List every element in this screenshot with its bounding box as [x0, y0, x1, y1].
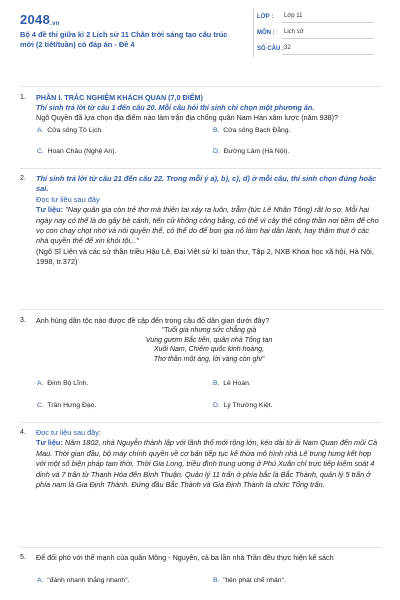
- option-b[interactable]: B. "tiên phát chế nhân".: [213, 577, 286, 584]
- question-number: 2.: [20, 175, 26, 182]
- meta-label: LỚP :: [257, 14, 274, 20]
- option-a[interactable]: A. "đánh nhanh thắng nhanh".: [37, 577, 130, 584]
- source-intro: Đọc tư liệu sau đây: [36, 194, 100, 204]
- option-a[interactable]: A. Cửa sông Tô Lịch.: [37, 127, 104, 134]
- question-number: 5.: [20, 554, 26, 561]
- source-citation: (Ngô Sĩ Liên và các sử thần triều Hậu Lê, Đại Việt sử kí toàn thư, Tập 2, NXB Khoa học xã hội, Hà Nội, 1998, tr.372): [36, 246, 374, 267]
- option-b[interactable]: B. Lê Hoàn.: [213, 380, 251, 387]
- option-c[interactable]: C. Hoan Châu (Nghệ An).: [37, 148, 117, 155]
- source-intro: Đọc tư liệu sau đây:: [36, 428, 101, 437]
- question-text: Ngô Quyền đã lựa chọn địa điểm nào làm trận địa chống quân Nam Hán xâm lược (năm 938)?: [36, 113, 338, 122]
- source-quote: Tư liệu: Năm 1802, nhà Nguyễn thành lập với lãnh thổ mới rộng lớn, kéo dài từ ải Nam Quan đến mũi Cà Mau. Thời gian đầu, bộ máy chính quyền về cơ bản tiếp tục kế thừa mô hình nhà Lê trung hưng kết hợp với một số biện pháp tạm thời. Thời Gia Long, triều đình trung ương ở Phú Xuân chỉ trực tiếp kiểm soát 4 dinh và 7 trấn từ Thanh Hóa đến Bình Thuận. Quản lý 11 trấn ở phía bắc là Bắc Thành, quản lý 5 trấn ở phía nam là Gia Định Thành. Đứng đầu Bắc Thành và Gia Định Thành là chức Tổng trấn.: [36, 438, 378, 490]
- meta-label: MÔN :: [257, 30, 275, 36]
- meta-row-count: [254, 41, 376, 57]
- divider: [20, 168, 382, 169]
- section-instruction: Thí sinh trả lời từ câu 21 đến câu 22. Trong mỗi ý a), b), c), d) ở mỗi câu, thí sinh chọn đúng hoặc sai.: [36, 174, 377, 194]
- meta-label: SỐ CÂU :: [257, 46, 284, 52]
- folk-verse: "Tuổi già nhưng sức chẳng già Vung gươm Bắc tiến, quân nhà Tống tan Xuôi Nam, Chiêm quốc kinh hoàng, Thơ thần một áng, lời vàng còn ghi": [145, 327, 273, 363]
- question-text: Anh hùng dân tộc nào được đề cập đến trong câu đố dân gian dưới đây?: [36, 316, 270, 325]
- divider: [20, 86, 382, 87]
- question-text: Để đối phó với thế mạnh của quân Mông - Nguyên, cả ba lần nhà Trần đều thực hiện kế sách: [36, 553, 334, 562]
- option-c[interactable]: C. Trần Hưng Đạo.: [37, 402, 97, 409]
- meta-value: 32: [282, 45, 374, 55]
- section-heading: PHẦN I. TRẮC NGHIỆM KHÁCH QUAN (7,0 ĐIỂM): [36, 93, 203, 102]
- source-quote: Tư liệu: "Nay quân gia còn trẻ thơ mà thiên tai xảy ra luôn, trẫm (tức Lê Nhân Tông) rất lo sợ. Mỗi hại ngày nay có thể là do gây bè cánh, tiến cử không công bằng, có thể vì cây thế công thần nơi tiềm để cho vọ con chạy chọt nhờ và nói quyền thế, có thể do để bọn gia nô làm hại dân lành, hay thậm thụt ở các nhà quyền thế để xin khỏi tội,..": [36, 205, 379, 246]
- meta-table: [253, 9, 376, 57]
- section-instruction: Thí sinh trả lời từ câu 1 đến câu 20. Mỗi câu hỏi thí sinh chỉ chọn một phương án.: [36, 103, 315, 112]
- meta-value: Lịch sử: [282, 29, 374, 39]
- site-logo[interactable]: 2048.vn: [20, 12, 60, 27]
- divider: [20, 422, 382, 423]
- question-1: [20, 93, 382, 123]
- question-5: [20, 553, 382, 563]
- divider: [20, 547, 382, 548]
- option-d[interactable]: D. Đường Lâm (Hà Nội).: [213, 148, 290, 155]
- question-2: [20, 174, 382, 268]
- question-4: [20, 428, 382, 490]
- question-number: 4.: [20, 429, 26, 436]
- document-title: Bộ 4 đề thi giữa kì 2 Lịch sử 11 Chân trời sáng tạo cấu trúc mới (2 tiết/tuần) có đáp án - Đề 4: [20, 30, 228, 49]
- option-b[interactable]: B. Cửa sông Bạch Đằng.: [213, 127, 291, 134]
- option-a[interactable]: A. Đinh Bộ Lĩnh.: [37, 380, 89, 387]
- question-3: [20, 316, 382, 364]
- divider: [20, 309, 382, 310]
- page-header: [0, 0, 400, 62]
- question-number: 1.: [20, 94, 26, 101]
- option-d[interactable]: D. Lý Thường Kiệt.: [213, 402, 273, 409]
- meta-row-subject: [254, 25, 376, 41]
- question-number: 3.: [20, 317, 26, 324]
- meta-row-class: [254, 9, 376, 25]
- meta-value: Lớp 11: [282, 13, 374, 23]
